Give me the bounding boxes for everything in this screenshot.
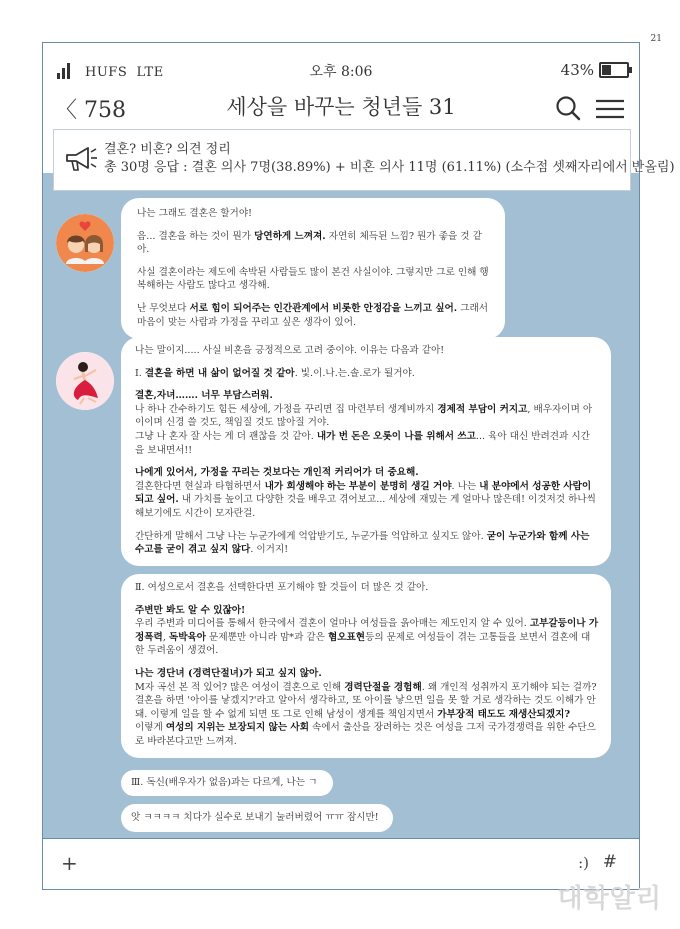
dancer-icon [56,352,114,410]
emphasis-text: 혐오표현 [328,631,366,643]
couple-icon [56,214,114,272]
add-button[interactable]: + [61,851,78,875]
battery-percent: 43% [560,61,594,79]
carrier-label: HUFS LTE [85,65,164,80]
emphasis-text: 경제적 부담이 커지고 [437,403,528,415]
dancer-avatar[interactable] [56,352,114,410]
message-paragraph: 간단하게 말해서 그냥 나는 누군가에게 억압받기도, 누군가를 억압하고 싶지도 않아. 굳이 누군가와 함께 사는 수고를 굳이 겪고 싶지 않다. 이거지! [135,530,590,556]
emphasis-text: 고부갈등이나 가정폭력 [135,618,599,643]
notice-summary: 총 30명 응답 : 결혼 의사 7명(38.89%) + 비혼 의사 11명 (61.11%) (소수점 셋째자리에서 반올림) [104,160,675,175]
emphasis-text: 당연하게 느껴져. [254,230,326,242]
message-paragraph: 앗 ㅋㅋㅋㅋ 치다가 실수로 보내기 눌러버렸어 ㅠㅠ 잠시만! [131,812,379,823]
battery-status [561,61,629,79]
emphasis-text: 경력단절을 경험해 [344,681,422,693]
emphasis-text: 결혼,자녀……. 너무 부담스러워. [135,390,273,402]
emphasis-text: 결혼을 하면 내 삶이 없어질 것 같아 [144,367,295,379]
search-icon[interactable] [555,95,581,121]
message-paragraph: Ⅰ. 결혼을 하면 내 삶이 없어질 것 같아. 빛.이.나.는.솔.로가 될거야. [135,367,415,379]
megaphone-icon [64,144,98,174]
emphasis-text: 서로 힘이 되어주는 인간관계에서 비롯한 안정감을 느끼고 싶어. [189,302,458,314]
message-paragraph: 나는 경단녀 (경력단절녀)가 되고 싶지 않아. M자 곡선 본 적 있어? 많은 여성이 결혼으로 인해 경력단절을 경험해. 왜 개인적 성취까지 포기해야 되는 걸까? 결혼을 하면 '아이를 낳겠지?'라고 알아서 생각하고, 또 아이를 낳으면 일을 못 할 거로 생각하는 것도 이해가 안 돼. 이렇게 일을 할 수 없게 되면 또 그로 인해 남성이 생계를 책임지면서 가부장적 태도도 재생산되겠지? 이렇게 여성의 지위는 보장되지 않는 사회 속에서 출산을 장려하는 것은 여성을 그저 국가경쟁력을 위한 수단으로 바라본다고만 느껴져. [135,667,597,747]
message-bubble [121,198,505,339]
emphasis-text: 나는 경단녀 (경력단절녀)가 되고 싶지 않아. [135,667,322,679]
notice-title: 결혼? 비혼? 의견 정리 [104,142,231,157]
chat-title: 세상을 바꾸는 청년들 31 [226,95,456,119]
status-time: 오후 8:06 [309,64,373,80]
message-paragraph: Ⅲ. 독신(배우자가 없음)과는 다르게, 나는 ㄱ [131,777,318,788]
emoji-button[interactable]: :) [578,854,589,872]
message-paragraph: 나는 그래도 결혼은 할거야! [137,208,252,219]
phone-screen [42,42,675,890]
emphasis-text: 나에게 있어서, 가정을 꾸리는 것보다는 개인적 커리어가 더 중요해. [135,467,419,479]
emphasis-text: 주변만 봐도 알 수 있잖아! [135,604,246,616]
message-paragraph: Ⅱ. 여성으로서 결혼을 선택한다면 포기해야 할 것들이 더 많은 것 같아. [135,582,429,593]
message-bubble [121,804,393,832]
notice-text [104,141,675,177]
message-paragraph: 주변만 봐도 알 수 있잖아! 우리 주변과 미디어를 통해서 한국에서 결혼이 얼마나 여성들을 옭아매는 제도인지 알 수 있어. 고부갈등이나 가정폭력, 독박육아 문제뿐만 아니라 맘*과 같은 혐오표현등의 문제로 여성들이 겪는 고통들을 보면서 결혼에 대한 두려움이 생겼어. [135,604,599,657]
emphasis-text: 가부장적 태도도 재생산되겠지? [437,708,570,720]
battery-icon [599,62,629,78]
back-button[interactable]: 〈 758 [55,98,126,123]
message-paragraph: 사실 결혼이라는 제도에 속박된 사람들도 많이 본건 사실이야. 그렇지만 그로 인해 행복해하는 사람도 많다고 생각해. [137,266,489,292]
message-paragraph: 결혼,자녀……. 너무 부담스러워. 나 하나 간수하기도 힘든 세상에, 가정을 꾸리면 집 마련부터 생계비까지 경제적 부담이 커지고, 배우자이며 아이이며 신경 쓸 것도, 책임질 것도 많아질 거야. 그냥 나 혼자 잘 사는 게 더 괜찮을 것 같아. 내가 번 돈은 오롯이 나를 위해서 쓰고... 육아 대신 반려견과 시간을 보내면서!! [135,390,593,456]
notice-banner[interactable] [53,129,675,191]
message-paragraph: 나에게 있어서, 가정을 꾸리는 것보다는 개인적 커리어가 더 중요해. 결혼한다면 현실과 타협하면서 내가 희생해야 하는 부분이 분명히 생길 거야. 나는 내 분야에서 성공한 사람이 되고 싶어. 내 가치를 높이고 다양한 것을 배우고 겪어보고... 세상에 재밌는 게 얼마나 많은데! 이것저것 하나씩 해보기에도 시간이 모자란걸. [135,467,596,519]
emphasis-text: 내가 희생해야 하는 부분이 분명히 생길 거야 [264,480,452,492]
couple-avatar[interactable] [56,214,114,272]
message-paragraph: 난 무엇보다 서로 힘이 되어주는 인간관계에서 비롯한 안정감을 느끼고 싶어. 그래서 마음이 맞는 사람과 가정을 꾸리고 싶은 생각이 있어. [137,302,488,328]
message-bubble [121,770,333,796]
message-bubble [121,574,611,758]
emphasis-text: 내 분야에서 성공한 사람이 되고 싶어. [135,480,592,506]
emphasis-text: 독박육아 [168,631,206,643]
input-bar[interactable] [42,838,640,890]
emphasis-text: 내가 번 돈은 오롯이 나를 위해서 쓰고 [316,430,476,442]
menu-icon[interactable] [595,99,625,119]
page-number: 21 [650,34,662,44]
message-bubble [121,337,611,566]
message-paragraph: 음... 결혼을 하는 것이 뭔가 당연하게 느껴져. 자연히 체득된 느낌? 뭔가 좋을 것 같아. [137,230,482,256]
message-paragraph: 나는 말이지..... 사실 비혼을 긍정적으로 고려 중이야. 이유는 다음과 같아! [135,345,445,356]
hashtag-button[interactable]: # [602,852,617,872]
watermark-logo: 대학알리 [557,884,662,914]
emphasis-text: 여성의 지위는 보장되지 않는 사회 [165,722,309,734]
emphasis-text: 굳이 누군가와 함께 사는 수고를 굳이 겪고 싶지 않다 [135,530,590,556]
